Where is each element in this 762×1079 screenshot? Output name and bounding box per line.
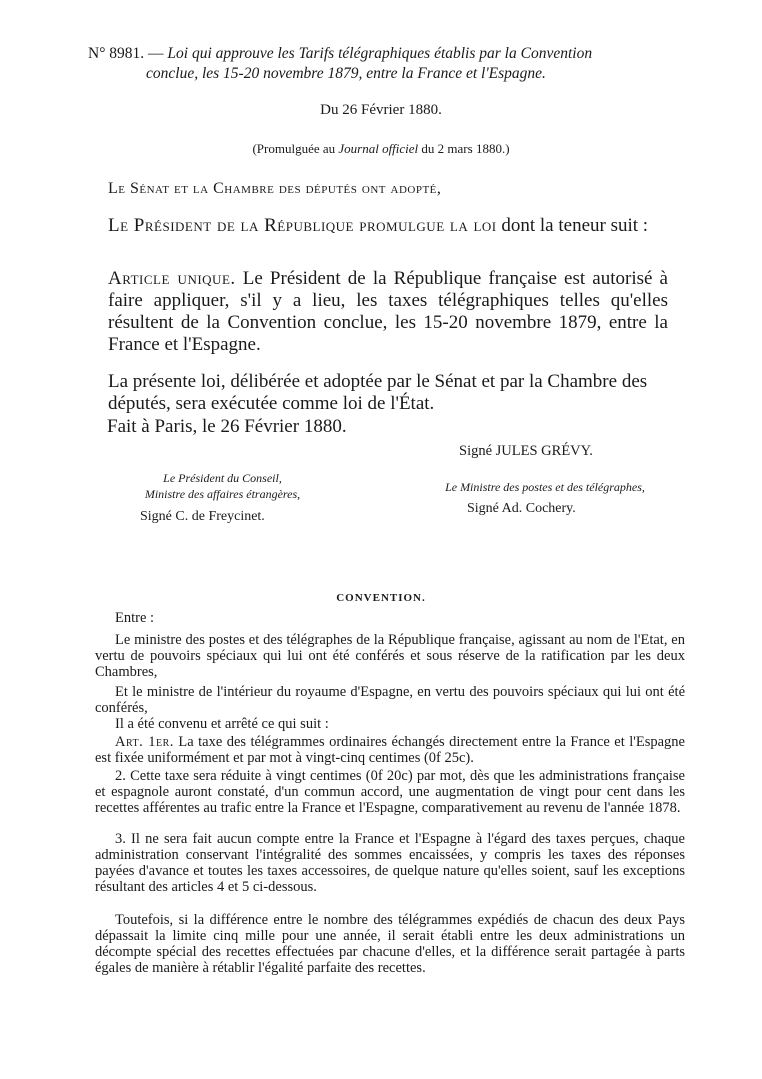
entre-text: Entre : xyxy=(115,610,155,626)
convention-paragraph-2 xyxy=(95,684,685,716)
convention-heading: CONVENTION. xyxy=(336,592,426,604)
fait-a-paris: Fait à Paris, le 26 Février 1880. xyxy=(107,416,347,437)
promulgation-pre: (Promulguée au xyxy=(252,141,339,156)
promulgation-note xyxy=(0,141,762,157)
president-conseil-line-2: Ministre des affaires étrangères, xyxy=(144,487,301,501)
convention-toutefois xyxy=(95,912,685,976)
paragraph-3-text: Il a été convenu et arrêté ce qui suit : xyxy=(115,716,329,732)
article-unique xyxy=(108,268,668,356)
convention-paragraph-1 xyxy=(95,632,685,680)
loi-execution: La présente loi, délibérée et adoptée par le Sénat et par la Chambre des députés, sera exécutée comme loi de l'État. xyxy=(108,371,648,414)
signature-cochery: Signé Ad. Cochery. xyxy=(467,501,576,516)
article-text: Le Président de la République française est autorisé à faire appliquer, s'il y a lieu, les taxes télégraphiques telles qu'elles résultent de la Convention conclue, les 15-20 novembre 1879, entre la France et l'Espagne. xyxy=(108,268,668,355)
signature-grevy: Signé JULES GRÉVY. xyxy=(459,443,593,459)
convention-article-1 xyxy=(95,734,685,766)
article-label: Article unique. xyxy=(108,268,236,289)
promulgation-post: du 2 mars 1880.) xyxy=(418,141,510,156)
article-1-label: Art. 1er. xyxy=(115,734,174,750)
paragraph-1-text: Le ministre des postes et des télégraphes de la République française, agissant au nom de l'Etat, en vertu de pouvoirs spéciaux qui lui ont été conférés et sous réserve de la ratification par les deux Chambres, xyxy=(95,632,685,680)
law-title-line-2: conclue, les 15-20 novembre 1879, entre la France et l'Espagne. xyxy=(146,65,546,82)
convention-entre xyxy=(95,610,685,626)
president-conseil-title xyxy=(120,470,325,502)
article-3-text: 3. Il ne sera fait aucun compte entre la France et l'Espagne à l'égard des taxes perçues, chaque administration conservant l'intégralité des sommes encaissées, y compris les taxes des réponses payées d'avance et toutes les taxes accessoires, de quelque nature qu'elles soient, sauf les exceptions résultant des articles 4 et 5 ci-dessous. xyxy=(95,831,685,895)
signature-freycinet: Signé C. de Freycinet. xyxy=(140,509,265,524)
law-title-line-1: Loi qui approuve les Tarifs télégraphiques établis par la Convention xyxy=(167,45,593,62)
president-small-caps: Le Président de la République promulgue la loi xyxy=(108,215,497,236)
senat-adopte: Le Sénat et la Chambre des députés ont adopté, xyxy=(108,180,442,197)
article-2-text: 2. Cette taxe sera réduite à vingt centimes (0f 20c) par mot, dès que les administrations française et espagnole auront constaté, d'un commun accord, une augmentation de vingt pour cent dans les recettes afférentes au trafic entre la France et l'Espagne, comparativement au revenu de l'année 1878. xyxy=(95,768,685,816)
convention-paragraph-3 xyxy=(95,716,685,732)
paragraph-2-text: Et le ministre de l'intérieur du royaume d'Espagne, en vertu des pouvoirs spéciaux qui lui ont été conférés, xyxy=(95,684,685,716)
law-date: Du 26 Février 1880. xyxy=(320,102,442,118)
law-number: N° 8981. — xyxy=(88,45,164,62)
president-conseil-line-1: Le Président du Conseil, xyxy=(163,471,282,485)
law-title xyxy=(88,44,708,84)
convention-article-2 xyxy=(95,768,685,816)
toutefois-text: Toutefois, si la différence entre le nombre des télégrammes expédiés de chacun des deux Pays dépassait la limite cinq mille pour une année, il serait établi entre les deux administrations un décompte spécial des recettes effectuées par chacune d'elles, et la différence serait partagée à parts égales de manière à rétablir l'égalité parfaite des recettes. xyxy=(95,912,685,976)
president-promulgue xyxy=(108,215,668,237)
ministre-postes-title: Le Ministre des postes et des télégraphes, xyxy=(445,480,645,494)
promulgation-journal: Journal officiel xyxy=(338,141,419,156)
article-1-text: La taxe des télégrammes ordinaires échangés directement entre la France et l'Espagne est fixée uniformément et par mot à vingt-cinq centimes (0f 25c). xyxy=(95,734,685,766)
president-rest: dont la teneur suit : xyxy=(496,215,649,236)
convention-article-3 xyxy=(95,831,685,895)
